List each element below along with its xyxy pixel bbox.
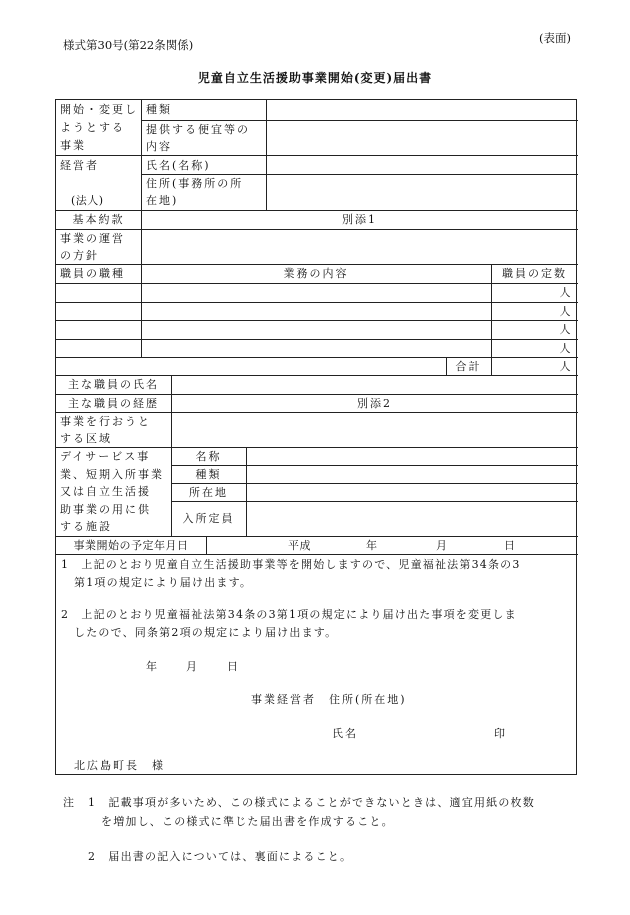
facility-label: デイサービス事 業、短期入所事業 又は自立生活援 助事業の用に供 する施設 (60, 450, 164, 533)
corporation-label: (法人) (71, 194, 104, 207)
basic-terms-label: 基本約款 (72, 213, 125, 226)
name-label: 氏名(名称) (146, 159, 211, 172)
rule (56, 554, 578, 555)
note-2: 2 届出書の記入については、裏面によること。 (88, 850, 353, 863)
main-staff-career-label: 主な職員の経歴 (68, 397, 159, 410)
date-day-label: 日 (227, 660, 239, 673)
service-label: 提供する便宜等の 内容 (146, 123, 250, 153)
date-month-label: 月 (186, 660, 198, 673)
policy-label: 事業の運営 の方針 (60, 232, 125, 262)
address-label: 住所(事務所の所 在地) (146, 177, 244, 207)
seal-label: 印 (494, 727, 506, 740)
operator-label: 経営者 (60, 159, 99, 172)
unit-label: 人 (559, 323, 571, 336)
duty-header: 業務の内容 (283, 267, 349, 280)
total-label: 合計 (455, 360, 482, 373)
statement-2: 2 上記のとおり児童福祉法第34条の3第1項の規定により届け出た事項を変更しま したので、同条第2項の規定により届け出ます。 (61, 608, 517, 639)
area-label: 事業を行おうと する区域 (60, 415, 151, 445)
month-label: 月 (436, 539, 448, 552)
operator-address-label: 事業経営者 住所(所在地) (251, 693, 407, 706)
rule (171, 501, 578, 502)
rule (56, 155, 578, 156)
quota-header: 職員の定数 (502, 267, 567, 280)
start-date-label: 事業開始の予定年月日 (73, 539, 189, 552)
unit-label: 人 (559, 360, 571, 373)
document-title: 児童自立生活援助事業開始(変更)届出書 (197, 71, 433, 85)
rule (141, 229, 142, 264)
unit-label: 人 (559, 286, 571, 299)
facility-type-label: 種類 (195, 468, 222, 481)
facility-name-label: 名称 (195, 450, 222, 463)
year-label: 年 (366, 539, 378, 552)
rule (171, 412, 172, 447)
main-staff-name-label: 主な職員の氏名 (68, 378, 159, 391)
day-label: 日 (504, 539, 516, 552)
form-number: 様式第30号(第22条関係) (63, 38, 194, 52)
staff-type-header: 職員の職種 (60, 267, 125, 280)
statement-1: 1 上記のとおり児童自立生活援助事業等を開始しますので、児童福祉法第34条の3 第1項の規定により届け出ます。 (61, 558, 521, 589)
operator-name-label: 氏名 (332, 727, 358, 740)
form-table (55, 99, 577, 775)
rule (141, 100, 142, 210)
addressee: 北広島町長 様 (74, 759, 165, 772)
unit-label: 人 (559, 305, 571, 318)
facility-capacity-label: 入所定員 (182, 512, 235, 525)
era-label: 平成 (288, 539, 311, 552)
type-label: 種類 (146, 103, 172, 116)
note-1: 1 記載事項が多いため、この様式によることができないときは、適宜用紙の枚数 を増加し、この様式に準じた届出書を作成すること。 (88, 796, 535, 828)
rule (266, 100, 267, 210)
rule (246, 447, 247, 536)
facility-location-label: 所在地 (189, 486, 228, 499)
side-label: (表面) (539, 31, 571, 45)
basic-terms-value: 別添1 (342, 213, 377, 226)
rule (206, 536, 207, 554)
notes-label: 注 (63, 796, 76, 809)
date-year-label: 年 (146, 660, 158, 673)
business-label: 開始・変更し ようとする 事業 (60, 103, 138, 152)
main-staff-career-value: 別添2 (357, 397, 392, 410)
rule (56, 229, 578, 230)
unit-label: 人 (559, 342, 571, 355)
